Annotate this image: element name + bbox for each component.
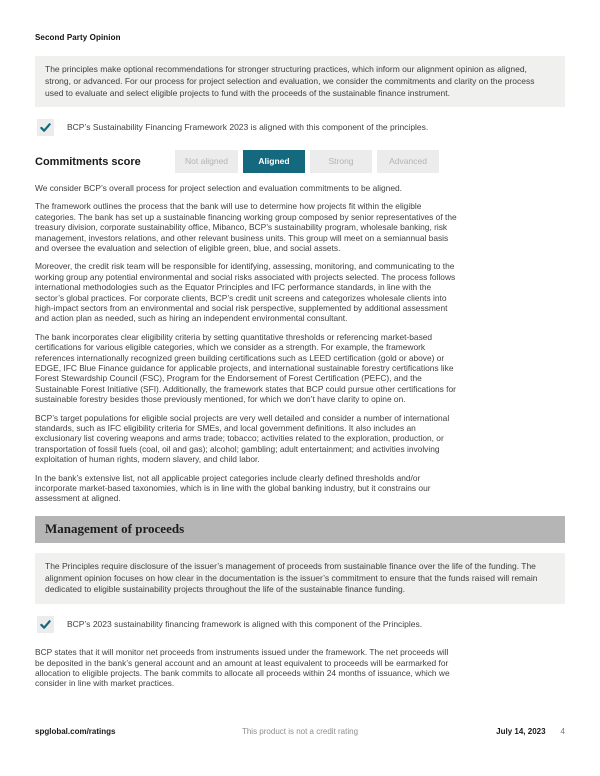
principles-info-text: The principles make optional recommendations for stronger structuring practices, which inform our alignment opinion as aligned, strong, or advanced. For our process for project selection and evaluation, we consider the commitments and clarity on the process used to evaluate and select eligible projects to fund with the proceeds of the sustainable finance instrument. <box>45 64 535 98</box>
score-option-0[interactable]: Not aligned <box>175 150 238 173</box>
footer-date: July 14, 2023 <box>496 727 546 736</box>
score-option-1[interactable]: Aligned <box>243 150 305 173</box>
paragraph: The bank incorporates clear eligibility criteria by setting quantitative thresholds or referencing market-based certifications for various eligible categories, which we consider as a strength. For example, the framework references internationally recognized green building certifications such as LEED certification (gold or above) or EDGE, IFC Blue Finance guidance for applicable projects, and international sustainable forestry certifications like Forest Stewardship Council (FSC), Program for the Endorsement of Forest Certification (PEFC), and the Sustainable Forest Initiative (SFI). Additionally, the framework states that BCP could pursue other certifications for sustainable forestry besides those previously mentioned, for which we don’t have clarity to opine on. <box>35 331 456 405</box>
alignment-statement-row-1 <box>37 119 565 136</box>
paragraph: BCP states that it will monitor net proceeds from instruments issued under the framework. The net proceeds will be deposited in the bank’s general account and an amount at least equivalent to proceeds will be earmarked for allocation to eligible projects. The bank commits to allocate all proceeds within 24 months of issuance, which we consider in line with market practices. <box>35 647 450 689</box>
paragraph: We consider BCP’s overall process for project selection and evaluation commitments to be aligned. <box>35 182 402 193</box>
check-icon <box>37 616 54 633</box>
score-option-3[interactable]: Advanced <box>377 150 439 173</box>
doc-type-label: Second Party Opinion <box>35 33 121 42</box>
principles-info-box <box>35 56 565 107</box>
body-text-section-2 <box>35 647 459 689</box>
paragraph: In the bank’s extensive list, not all applicable project categories include clearly defined thresholds and/or incorporate market-based taxonomies, which is in line with the global banking industry, but it constrains our assessment at aligned. <box>35 472 431 504</box>
proceeds-info-box <box>35 553 565 604</box>
section-title: Management of proceeds <box>45 520 185 536</box>
page-footer <box>35 727 565 736</box>
alignment-statement: BCP’s 2023 sustainability financing framework is aligned with this component of the Principles. <box>67 619 423 630</box>
footer-disclaimer: This product is not a credit rating <box>241 727 359 736</box>
alignment-statement: BCP’s Sustainability Financing Framework 2023 is aligned with this component of the principles. <box>67 122 429 133</box>
commitments-score-row <box>35 150 565 173</box>
footer-right-group <box>496 727 565 736</box>
check-icon <box>37 119 54 136</box>
score-option-2[interactable]: Strong <box>310 150 372 173</box>
paragraph: The framework outlines the process that the bank will use to determine how projects fit within the eligible categories. The bank has set up a sustainable financing working group composed by senior representatives of the treasury division, corporate sustainability office, Mibanco, BCP’s sustainability program, wholesale banking, risk management, investors relations, and other relevant business units. This group will meet on a semiannual basis and oversee the evaluation and selection of eligible green, blue, and social assets. <box>35 201 457 253</box>
page-number: 4 <box>560 727 565 736</box>
section-header-management-of-proceeds <box>35 516 565 543</box>
paragraph: Moreover, the credit risk team will be responsible for identifying, assessing, monitoring, and communicating to the working group any potential environmental and social risks associated with projects selected. The process follows international methodologies such as the Equator Principles and IFC performance standards, in line with the sector’s global practices. For corporate clients, BCP’s credit unit screens and categorizes wholesale clients into high-impact sectors from an environmental and social risk perspective, supplemented by additional assessment and action plan as needed, such as hiring an independent environmental consultant. <box>35 261 456 324</box>
body-text-section-1 <box>35 183 459 504</box>
paragraph: BCP’s target populations for eligible social projects are very well detailed and consider a number of international standards, such as IFC eligibility criteria for SMEs, and local government definitions. It also includes an exclusionary list covering weapons and arms trade; tobacco; activities related to the exploration, production, or transportation of fossil fuels (coal, oil and gas); alcohol; gambling; adult entertainment; and activities involving exploitation of human rights, modern slavery, and child labor. <box>35 412 450 465</box>
commitments-score-label: Commitments score <box>35 155 141 168</box>
alignment-statement-row-2 <box>37 616 565 633</box>
score-scale <box>175 150 439 173</box>
proceeds-info-text: The Principles require disclosure of the issuer’s management of proceeds from sustainable finance over the life of the funding. The alignment opinion focuses on how clear in the documentation is the issuer’s commitment to ensure that the funds raised will remain dedicated to eligible sustainability projects throughout the life of the sustainable finance funding. <box>45 560 538 595</box>
footer-ratings-link[interactable]: spglobal.com/ratings <box>35 727 116 736</box>
